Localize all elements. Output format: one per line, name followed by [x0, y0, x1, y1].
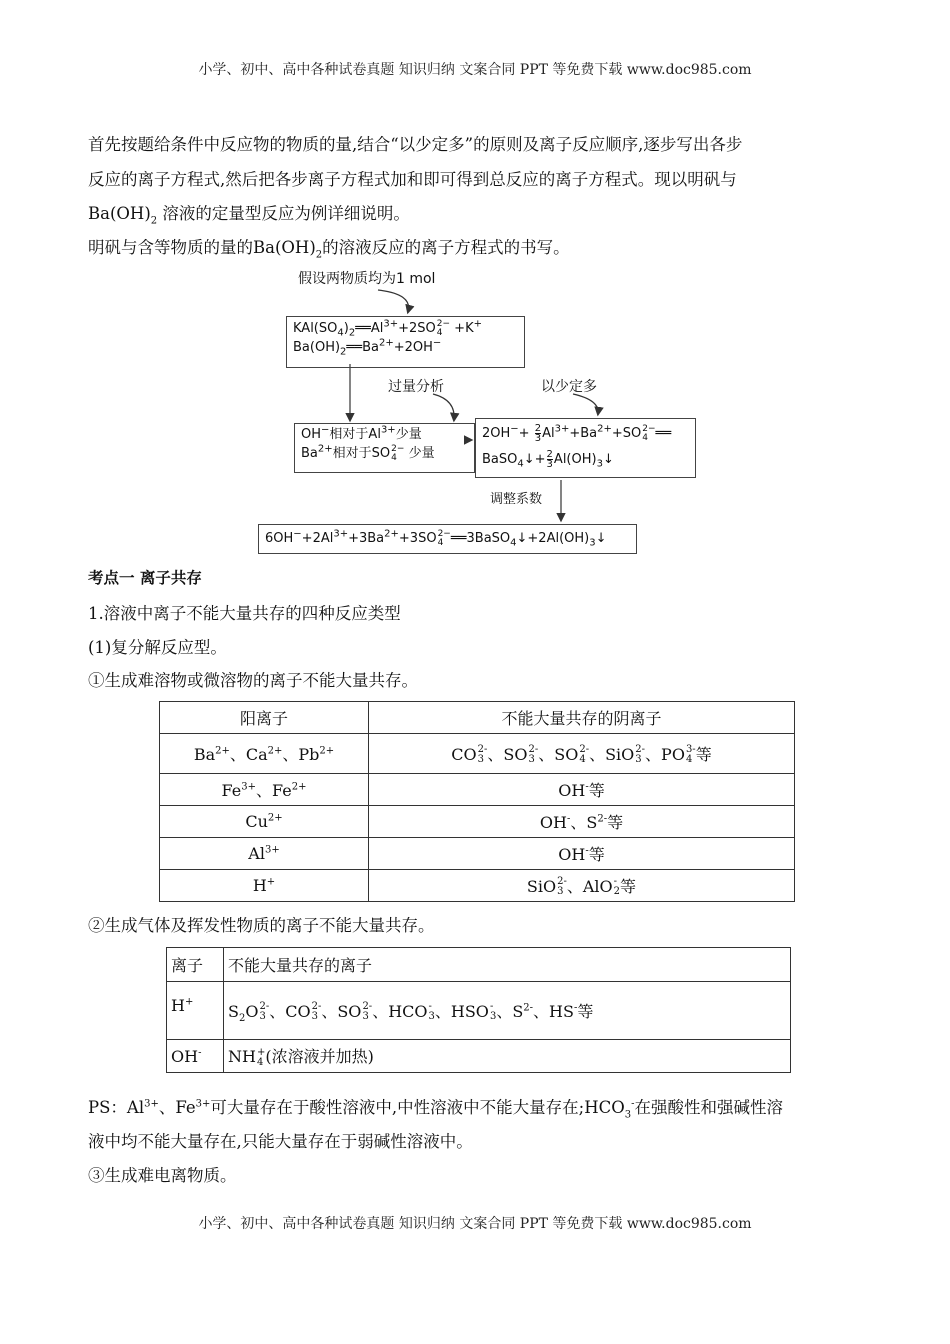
table-row	[160, 870, 795, 902]
page-header: 小学、初中、高中各种试卷真题 知识归纳 文案合同 PPT 等免费下载 www.doc985.com	[198, 62, 752, 78]
table-cell-anion: OH-等	[369, 838, 795, 870]
intro-line-3: $Ba(OH)_2$ 溶液的定量型反应为例详细说明。	[88, 204, 410, 227]
flow-step-eq-line-1: 2OH−+ $\frac{2}{3}$ $Al^{3+}+Ba^{2+}+SO$ 2− 4 ══	[482, 423, 672, 444]
flow-step-eq-line-2: BaSO$_4$↓+ $\frac{2}{3}$ $Al(OH)_3↓$	[482, 449, 614, 470]
table-row	[160, 838, 795, 870]
intro-line-4: 明矾与含等物质的量的$Ba(OH)_2$的溶液反应的离子方程式的书写。	[88, 238, 570, 261]
flowchart-arrows	[258, 262, 698, 557]
flow-ba-so4: $Ba^{2+}$相对于SO 2− 4 少量	[301, 443, 435, 463]
intro-line-4-tail: 的溶液反应的离子方程式的书写。	[322, 238, 570, 257]
table-header-row	[167, 948, 791, 982]
ps-line-1: PS：$Al^{3+}$、$Fe^{3+}$可大量存在于酸性溶液中,中性溶液中不能大量存在$;HCO_3^-$在强酸性和强碱性溶	[88, 1098, 784, 1121]
flow-assume-label: 假设两物质均为1 mol	[298, 271, 436, 287]
table-header-anion: 不能大量共存的阴离子	[369, 702, 795, 734]
section-title: 考点一 离子共存	[88, 569, 202, 587]
table-header-incompatible: 不能大量共存的离子	[224, 948, 791, 982]
table-row	[160, 774, 795, 806]
flow-box-dissociation	[286, 316, 525, 368]
table-header-cation: 阳离子	[160, 702, 369, 734]
section-circle-1: ①生成难溶物或微溶物的离子不能大量共存。	[88, 671, 418, 690]
table-row	[167, 982, 791, 1040]
table-header-row	[160, 702, 795, 734]
section-circle-2: ②生成气体及挥发性物质的离子不能大量共存。	[88, 916, 435, 935]
section-circle-3: ③生成难电离物质。	[88, 1166, 237, 1185]
table-cell-ion: H+	[167, 982, 224, 1040]
table-gas	[166, 947, 791, 1073]
table-cell-anion: CO 2- 3 、SO 2- 3 、SO 2- 4 、SiO 2- 3 、PO 3- 4 等	[369, 734, 795, 774]
flow-adjust-label: 调整系数	[490, 492, 543, 507]
flow-box-analysis	[294, 423, 475, 473]
table-header-ion: 离子	[167, 948, 224, 982]
page-footer: 小学、初中、高中各种试卷真题 知识归纳 文案合同 PPT 等免费下载 www.doc985.com	[198, 1216, 752, 1232]
intro-line-3-tail: 溶液的定量型反应为例详细说明。	[162, 204, 410, 223]
table-cell-cation: $Ba^{2+}$、$Ca^{2+}$、$Pb^{2+}$	[160, 734, 369, 774]
section-item-1: 1.溶液中离子不能大量共存的四种反应类型	[88, 604, 401, 623]
section-item-1a: (1)复分解反应型。	[88, 638, 227, 657]
flowchart	[258, 262, 698, 557]
intro-line-1: 首先按题给条件中反应物的物质的量,结合“以少定多”的原则及离子反应顺序,逐步写出各步	[88, 135, 743, 154]
ps-line-2: 液中均不能大量存在,只能大量存在于弱碱性溶液中。	[88, 1132, 473, 1151]
flow-final-eq: $6OH^-+2Al^{3+}+3Ba^{2+}+3SO$ 2− 4 $══3BaSO_4↓+2Al(OH)_3↓$	[265, 528, 607, 549]
flow-eq-baoh: $Ba(OH)_2══Ba^{2+}+2OH^-$	[293, 337, 442, 358]
table-insoluble	[159, 701, 795, 902]
table-cell-anion: SiO 2- 3 、AlO - 2 等	[369, 870, 795, 902]
table-cell-cation: H+	[160, 870, 369, 902]
table-row	[160, 806, 795, 838]
flow-less-more-label: 以少定多	[541, 379, 597, 395]
flow-box-final-equation	[258, 524, 637, 554]
table-cell-cation: $Fe^{3+}$、$Fe^{2+}$	[160, 774, 369, 806]
table-cell-anion: OH-、$S^{2-}$等	[369, 806, 795, 838]
table-cell-anion: OH-等	[369, 774, 795, 806]
flow-eq-kal: $KAl(SO_4)_2══Al^{3+}+2SO$ 2− 4 +K+	[293, 318, 482, 339]
table-cell-incompatible: $S_2O$ 2- 3 、CO 2- 3 、SO 2- 3 、HCO - 3 、HSO - 3 、$S^{2-}$、HS-等	[224, 982, 791, 1040]
flow-oh-al: OH−相对于$Al^{3+}$少量	[301, 424, 422, 442]
table-cell-cation: $Al^{3+}$	[160, 838, 369, 870]
table-cell-ion: OH-	[167, 1040, 224, 1073]
table-cell-incompatible: NH + 4 (浓溶液并加热)	[224, 1040, 791, 1073]
intro-line-2: 反应的离子方程式,然后把各步离子方程式加和即可得到总反应的离子方程式。现以明矾与	[88, 170, 737, 189]
flow-box-step-equation	[475, 418, 696, 478]
flow-excess-label: 过量分析	[388, 379, 444, 395]
intro-line-4-head: 明矾与含等物质的量的	[88, 238, 253, 257]
table-row	[160, 734, 795, 774]
table-row	[167, 1040, 791, 1073]
table-cell-cation: $Cu^{2+}$	[160, 806, 369, 838]
